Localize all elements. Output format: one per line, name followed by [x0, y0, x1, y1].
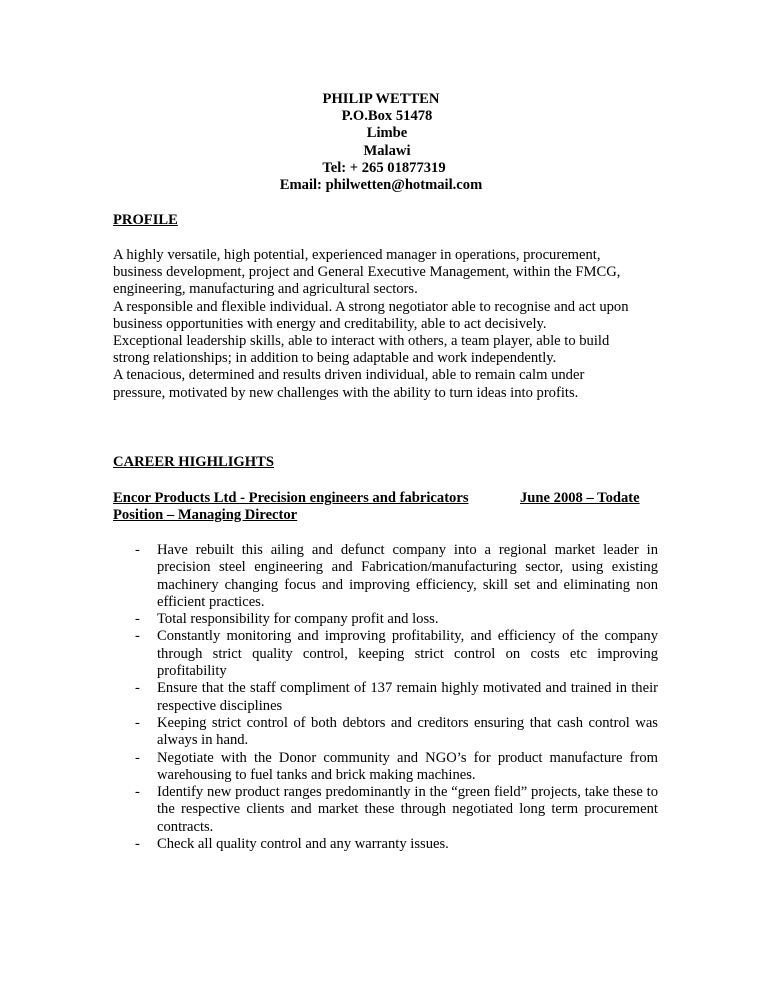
- profile-line: Exceptional leadership skills, able to interact with others, a team player, able to build: [113, 333, 610, 350]
- profile-heading: PROFILE: [113, 212, 178, 228]
- list-item-text: Constantly monitoring and improving profitability, and efficiency of the company through strict quality control, keeping strict control on costs etc improving profitability: [157, 628, 658, 680]
- responsibilities-list: [113, 542, 658, 853]
- profile-line: business opportunities with energy and creditability, able to act decisively.: [113, 315, 547, 332]
- bullet-marker: -: [135, 784, 140, 801]
- candidate-name: PHILIP WETTEN: [322, 91, 440, 107]
- job-position: Position – Managing Director: [113, 507, 298, 523]
- bullet-marker: -: [135, 680, 140, 697]
- telephone: Tel: + 265 01877319: [322, 159, 446, 176]
- bullet-marker: -: [135, 628, 140, 645]
- list-item-text: Keeping strict control of both debtors and creditors ensuring that cash control was always in hand.: [157, 714, 658, 749]
- profile-body: [113, 247, 673, 402]
- company-name: Encor Products Ltd - Precision engineers and fabricators: [113, 490, 469, 506]
- profile-line: strong relationships; in addition to being adaptable and work independently.: [113, 350, 557, 367]
- email: Email: philwetten@hotmail.com: [279, 177, 483, 194]
- career-highlights-heading: CAREER HIGHLIGHTS: [113, 454, 274, 470]
- list-item-text: Negotiate with the Donor community and NGO’s for product manufacture from warehousing to fuel tanks and brick making machines.: [157, 749, 658, 783]
- bullet-marker: -: [135, 749, 140, 766]
- list-item-text: Total responsibility for company profit and loss.: [157, 611, 439, 628]
- list-item: [113, 750, 658, 785]
- list-item-text: Check all quality control and any warranty issues.: [157, 836, 449, 853]
- town: Limbe: [366, 125, 408, 142]
- profile-line: pressure, motivated by new challenges with the ability to turn ideas into profits.: [113, 384, 579, 401]
- profile-line: A tenacious, determined and results driven individual, able to remain calm under: [113, 367, 585, 384]
- bullet-marker: -: [135, 714, 140, 731]
- bullet-marker: -: [135, 611, 140, 628]
- profile-line: business development, project and General Executive Management, within the FMCG,: [113, 264, 621, 281]
- profile-line: A responsible and flexible individual. A strong negotiator able to recognise and act upon: [113, 298, 629, 315]
- profile-line: engineering, manufacturing and agricultural sectors.: [113, 281, 418, 298]
- list-item: [113, 715, 658, 750]
- employment-dates: June 2008 – Todate: [520, 490, 640, 506]
- list-item: [113, 680, 658, 715]
- list-item: [113, 611, 658, 628]
- country: Malawi: [363, 142, 411, 159]
- list-item: [113, 628, 658, 680]
- list-item: [113, 784, 658, 836]
- list-item: [113, 836, 658, 853]
- postal-address: P.O.Box 51478: [341, 108, 433, 125]
- list-item-text: Have rebuilt this ailing and defunct company into a regional market leader in precision steel engineering and Fabrication/manufacturing sector, using existing machinery changing focus and improving efficiency, skill set and eliminating non efficient practices.: [157, 542, 658, 610]
- bullet-marker: -: [135, 836, 140, 853]
- contact-header: [0, 91, 768, 194]
- list-item-text: Ensure that the staff compliment of 137 remain highly motivated and trained in their respective disciplines: [157, 680, 658, 714]
- bullet-marker: -: [135, 542, 140, 558]
- list-item-text: Identify new product ranges predominantly in the “green field” projects, take these to the respective clients and market these through negotiated long term procurement contracts.: [157, 784, 658, 835]
- list-item: [113, 542, 658, 611]
- profile-line: A highly versatile, high potential, experienced manager in operations, procurement,: [113, 247, 601, 263]
